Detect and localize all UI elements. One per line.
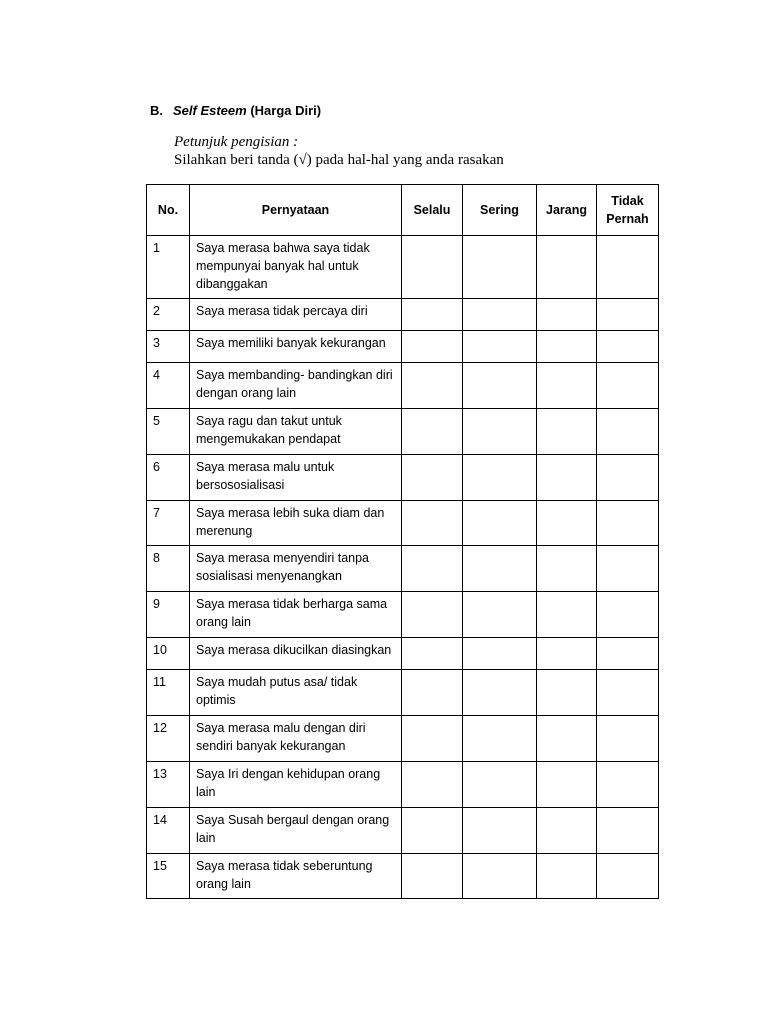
row-number: 7 xyxy=(147,501,190,546)
check-cell-often[interactable] xyxy=(463,363,537,409)
check-cell-rarely[interactable] xyxy=(537,716,597,762)
check-cell-often[interactable] xyxy=(463,716,537,762)
instructions xyxy=(174,133,504,169)
check-cell-always[interactable] xyxy=(402,299,463,331)
section-title-italic: Self Esteem xyxy=(173,103,247,118)
check-cell-rarely[interactable] xyxy=(537,455,597,501)
check-cell-never[interactable] xyxy=(597,716,659,762)
check-cell-never[interactable] xyxy=(597,670,659,716)
check-cell-often[interactable] xyxy=(463,638,537,670)
check-cell-never[interactable] xyxy=(597,455,659,501)
check-cell-always[interactable] xyxy=(402,592,463,638)
check-cell-never[interactable] xyxy=(597,299,659,331)
row-statement: Saya merasa bahwa saya tidak mempunyai banyak hal untuk dibanggakan xyxy=(190,236,402,299)
section-title-rest: (Harga Diri) xyxy=(246,103,322,118)
table-row xyxy=(147,299,659,331)
row-statement: Saya Iri dengan kehidupan orang lain xyxy=(190,762,402,808)
check-cell-rarely[interactable] xyxy=(537,592,597,638)
row-number: 3 xyxy=(147,331,190,363)
row-number: 4 xyxy=(147,363,190,409)
header-statement: Pernyataan xyxy=(190,185,402,236)
check-cell-rarely[interactable] xyxy=(537,501,597,546)
instructions-title: Petunjuk pengisian : xyxy=(174,134,299,150)
row-statement: Saya merasa menyendiri tanpa sosialisasi menyenangkan xyxy=(190,546,402,592)
check-cell-always[interactable] xyxy=(402,455,463,501)
row-number: 10 xyxy=(147,638,190,670)
check-cell-never[interactable] xyxy=(597,592,659,638)
check-cell-always[interactable] xyxy=(402,331,463,363)
row-number: 14 xyxy=(147,808,190,854)
table-row xyxy=(147,592,659,638)
check-cell-rarely[interactable] xyxy=(537,854,597,899)
row-number: 9 xyxy=(147,592,190,638)
check-cell-rarely[interactable] xyxy=(537,363,597,409)
check-cell-rarely[interactable] xyxy=(537,299,597,331)
check-cell-never[interactable] xyxy=(597,409,659,455)
check-cell-always[interactable] xyxy=(402,409,463,455)
row-statement: Saya ragu dan takut untuk mengemukakan pendapat xyxy=(190,409,402,455)
row-number: 1 xyxy=(147,236,190,299)
row-statement: Saya merasa tidak seberuntung orang lain xyxy=(190,854,402,899)
check-cell-always[interactable] xyxy=(402,236,463,299)
row-number: 6 xyxy=(147,455,190,501)
check-cell-always[interactable] xyxy=(402,670,463,716)
check-cell-often[interactable] xyxy=(463,546,537,592)
check-cell-often[interactable] xyxy=(463,854,537,899)
check-cell-rarely[interactable] xyxy=(537,331,597,363)
header-often: Sering xyxy=(463,185,537,236)
header-no: No. xyxy=(147,185,190,236)
check-cell-often[interactable] xyxy=(463,501,537,546)
questionnaire-table xyxy=(146,184,659,899)
check-cell-never[interactable] xyxy=(597,363,659,409)
check-cell-always[interactable] xyxy=(402,762,463,808)
table-row xyxy=(147,546,659,592)
check-cell-never[interactable] xyxy=(597,854,659,899)
row-statement: Saya memiliki banyak kekurangan xyxy=(190,331,402,363)
check-cell-often[interactable] xyxy=(463,409,537,455)
check-cell-never[interactable] xyxy=(597,331,659,363)
row-statement: Saya merasa tidak percaya diri xyxy=(190,299,402,331)
check-cell-always[interactable] xyxy=(402,363,463,409)
check-cell-never[interactable] xyxy=(597,808,659,854)
row-statement: Saya Susah bergaul dengan orang lain xyxy=(190,808,402,854)
check-cell-rarely[interactable] xyxy=(537,409,597,455)
row-statement: Saya mudah putus asa/ tidak optimis xyxy=(190,670,402,716)
check-cell-always[interactable] xyxy=(402,638,463,670)
check-cell-rarely[interactable] xyxy=(537,670,597,716)
instructions-text: Silahkan beri tanda (√) pada hal-hal yang anda rasakan xyxy=(174,152,504,168)
check-cell-rarely[interactable] xyxy=(537,546,597,592)
row-statement: Saya membanding- bandingkan diri dengan orang lain xyxy=(190,363,402,409)
check-cell-often[interactable] xyxy=(463,808,537,854)
section-letter: B. xyxy=(150,103,163,118)
check-cell-always[interactable] xyxy=(402,854,463,899)
check-cell-often[interactable] xyxy=(463,331,537,363)
check-cell-often[interactable] xyxy=(463,299,537,331)
table-row xyxy=(147,638,659,670)
row-number: 12 xyxy=(147,716,190,762)
row-number: 5 xyxy=(147,409,190,455)
table-row xyxy=(147,455,659,501)
check-cell-rarely[interactable] xyxy=(537,236,597,299)
header-never: Tidak Pernah xyxy=(597,185,659,236)
row-statement: Saya merasa malu untuk bersososialisasi xyxy=(190,455,402,501)
row-statement: Saya merasa tidak berharga sama orang lain xyxy=(190,592,402,638)
table-row xyxy=(147,363,659,409)
row-number: 11 xyxy=(147,670,190,716)
row-number: 2 xyxy=(147,299,190,331)
check-cell-never[interactable] xyxy=(597,546,659,592)
check-cell-never[interactable] xyxy=(597,236,659,299)
check-cell-rarely[interactable] xyxy=(537,638,597,670)
table-row xyxy=(147,762,659,808)
header-rarely: Jarang xyxy=(537,185,597,236)
check-cell-often[interactable] xyxy=(463,670,537,716)
row-statement: Saya merasa lebih suka diam dan merenung xyxy=(190,501,402,546)
check-cell-always[interactable] xyxy=(402,501,463,546)
check-cell-always[interactable] xyxy=(402,546,463,592)
table-row xyxy=(147,854,659,899)
check-cell-often[interactable] xyxy=(463,455,537,501)
table-row xyxy=(147,808,659,854)
check-cell-never[interactable] xyxy=(597,638,659,670)
table-header-row xyxy=(147,185,659,236)
row-number: 8 xyxy=(147,546,190,592)
table-body xyxy=(147,236,659,899)
row-number: 15 xyxy=(147,854,190,899)
table-row xyxy=(147,716,659,762)
check-cell-never[interactable] xyxy=(597,762,659,808)
table-row xyxy=(147,409,659,455)
header-always: Selalu xyxy=(402,185,463,236)
section-heading xyxy=(150,103,321,118)
table-row xyxy=(147,331,659,363)
check-cell-often[interactable] xyxy=(463,592,537,638)
check-cell-often[interactable] xyxy=(463,762,537,808)
table-row xyxy=(147,670,659,716)
check-cell-never[interactable] xyxy=(597,501,659,546)
check-cell-rarely[interactable] xyxy=(537,808,597,854)
check-cell-rarely[interactable] xyxy=(537,762,597,808)
row-number: 13 xyxy=(147,762,190,808)
table-row xyxy=(147,501,659,546)
row-statement: Saya merasa malu dengan diri sendiri banyak kekurangan xyxy=(190,716,402,762)
check-cell-always[interactable] xyxy=(402,716,463,762)
check-cell-always[interactable] xyxy=(402,808,463,854)
check-cell-often[interactable] xyxy=(463,236,537,299)
row-statement: Saya merasa dikucilkan diasingkan xyxy=(190,638,402,670)
table-row xyxy=(147,236,659,299)
